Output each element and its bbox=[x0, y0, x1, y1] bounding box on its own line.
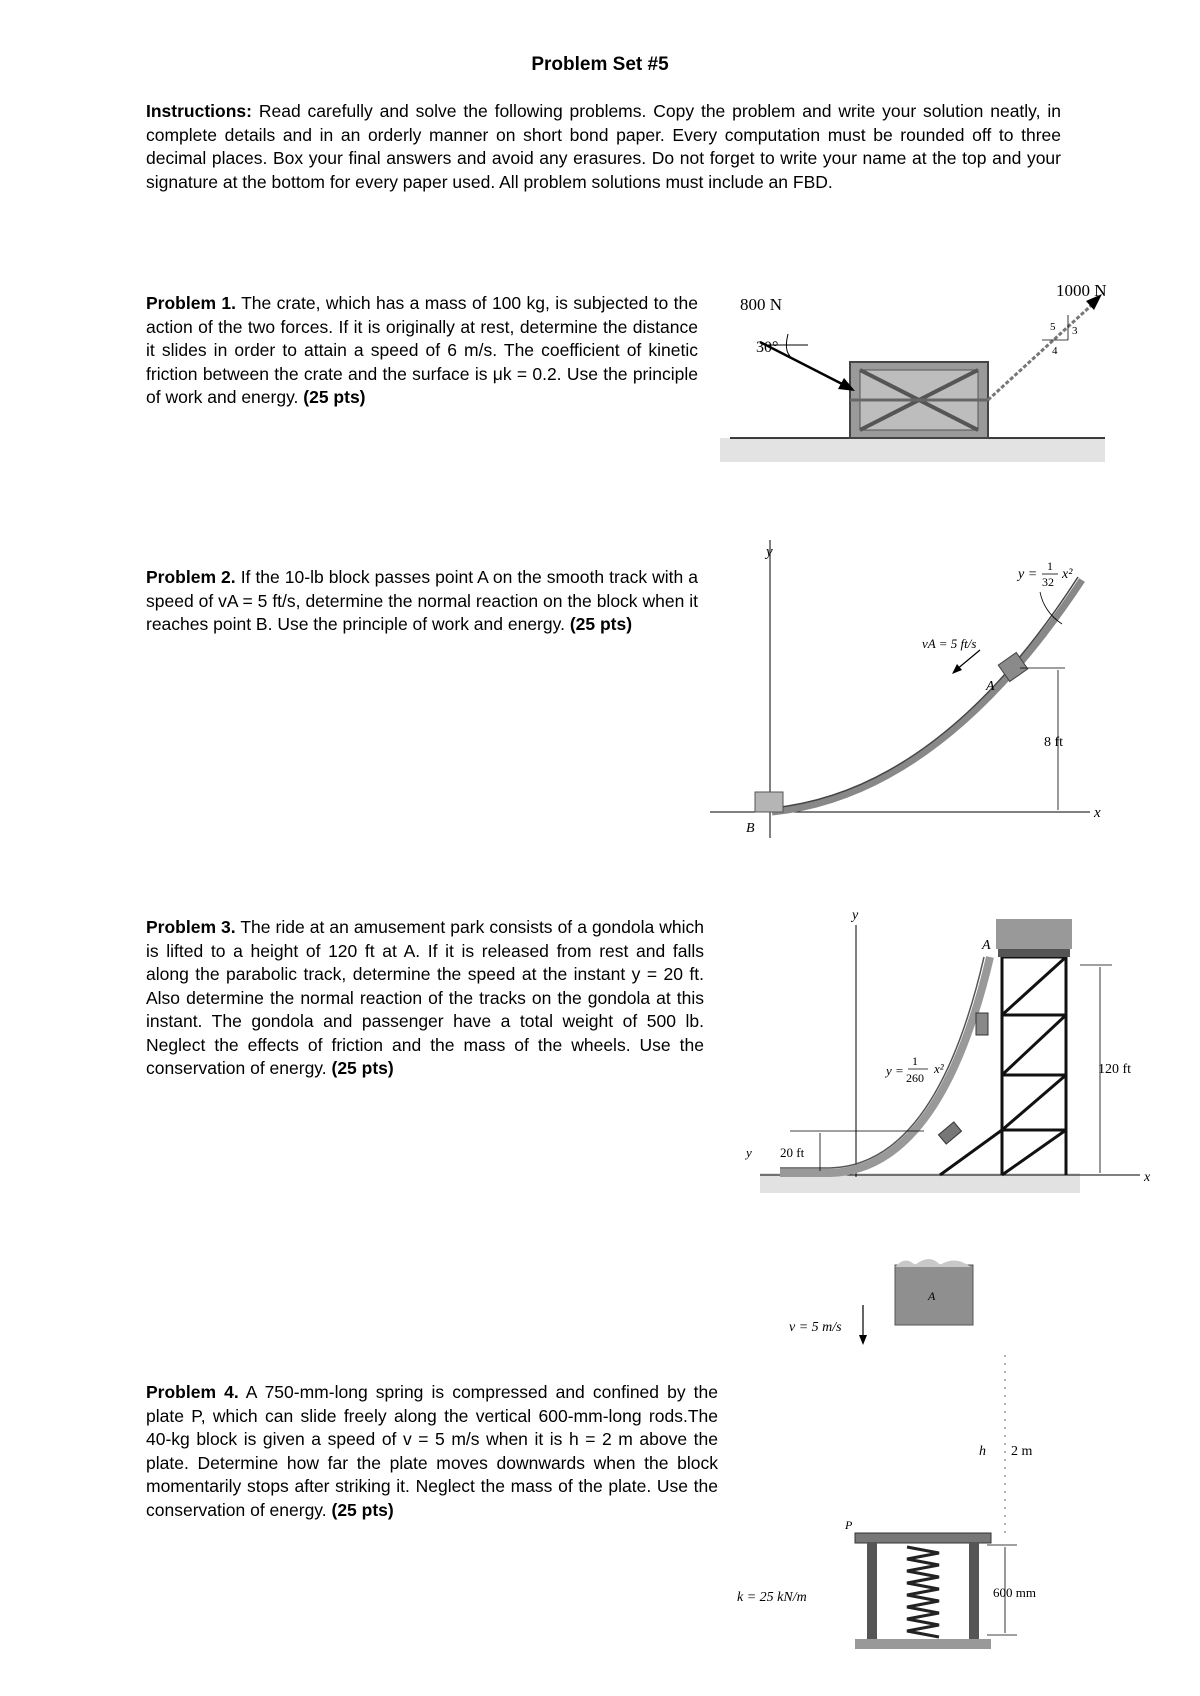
h-value: 2 m bbox=[1011, 1444, 1033, 1459]
angle-label: 30° bbox=[756, 339, 779, 356]
curve-numerator: 1 bbox=[1047, 559, 1053, 573]
gondola-top bbox=[976, 1013, 988, 1035]
height-label: 8 ft bbox=[1044, 735, 1064, 750]
track-surface bbox=[772, 577, 1078, 808]
slope-4: 4 bbox=[1052, 345, 1058, 357]
height-label: 120 ft bbox=[1098, 1062, 1132, 1077]
curve-lhs: y = bbox=[886, 1063, 904, 1078]
instructions-label: Instructions: bbox=[146, 101, 252, 121]
slope-3: 3 bbox=[1072, 325, 1078, 337]
gondola bbox=[938, 1122, 961, 1144]
base bbox=[855, 1639, 991, 1649]
problem-2-text: If the 10-lb block passes point A on the smooth track with a speed of vA = 5 ft/s, determine the normal reaction on the block when it reaches point B. Use the principle of work and energy. bbox=[146, 567, 698, 634]
problem-1-text: The crate, which has a mass of 100 kg, is subjected to the action of the two forces. If it is originally at rest, determine the distance it slides in order to attain a speed of 6 m/s. The coefficient of kinetic friction between the crate and the surface is μk = 0.2. Use the principle of work and energy. bbox=[146, 293, 698, 407]
right-rod bbox=[969, 1543, 979, 1639]
parabolic-track bbox=[772, 580, 1082, 812]
problem-3-label: Problem 3. bbox=[146, 917, 236, 937]
problem-4-label: Problem 4. bbox=[146, 1382, 239, 1402]
tower-roof bbox=[996, 919, 1072, 949]
spring-label: k = 25 kN/m bbox=[737, 1590, 807, 1605]
x-axis-label: x bbox=[1094, 805, 1101, 821]
problem-2-label: Problem 2. bbox=[146, 567, 236, 587]
point-b-label: B bbox=[746, 821, 755, 836]
speed-label: vA = 5 ft/s bbox=[922, 636, 977, 651]
force-right-label: 1000 N bbox=[1056, 281, 1107, 300]
left-rod bbox=[867, 1543, 877, 1639]
problem-1-label: Problem 1. bbox=[146, 293, 237, 313]
curve-denominator: 260 bbox=[906, 1071, 924, 1085]
y-axis-label: y bbox=[766, 544, 773, 560]
y-value-label: y bbox=[746, 1145, 752, 1160]
curve-numerator: 1 bbox=[912, 1054, 918, 1068]
force-left-label: 800 N bbox=[740, 295, 783, 314]
point-a-label: A bbox=[986, 679, 995, 694]
problem-2-points: (25 pts) bbox=[569, 614, 633, 634]
velocity-arrowhead bbox=[859, 1335, 867, 1345]
problem-3 bbox=[146, 916, 704, 1081]
figure-4-spring bbox=[735, 1255, 1075, 1655]
block-label: A bbox=[928, 1289, 936, 1303]
problem-4-points: (25 pts) bbox=[331, 1499, 394, 1520]
problem-4 bbox=[146, 1381, 718, 1522]
problem-2 bbox=[146, 566, 698, 637]
curve-variable: x² bbox=[934, 1061, 944, 1076]
page-title: Problem Set #5 bbox=[531, 54, 669, 75]
h-label: h bbox=[979, 1444, 986, 1459]
crate bbox=[850, 362, 988, 438]
figure-1-crate bbox=[720, 270, 1120, 470]
point-a-label: A bbox=[982, 938, 991, 953]
plate-label: P bbox=[845, 1518, 853, 1532]
speed-label: v = 5 m/s bbox=[789, 1320, 842, 1335]
y-axis-label: y bbox=[852, 908, 859, 923]
problem-1-points: (25 pts) bbox=[303, 387, 366, 407]
curve-variable: x² bbox=[1062, 567, 1073, 582]
parabolic-track bbox=[780, 957, 990, 1173]
problem-4-text: A 750-mm-long spring is compressed and confined by the plate P, which can slide freely along the vertical 600-mm-long rods.The 40-kg block is given a speed of v = 5 m/s when it is h = 2 m above the plate. Determine how far the plate moves downwards when the block momentarily stops after striking it. Neglect the mass of the plate. Use the conservation of energy. bbox=[146, 1382, 718, 1520]
instructions bbox=[146, 100, 1061, 194]
y-value: 20 ft bbox=[780, 1145, 805, 1160]
tower-top-deck bbox=[998, 949, 1070, 957]
problem-3-points: (25 pts) bbox=[331, 1058, 394, 1078]
slope-5: 5 bbox=[1050, 321, 1056, 333]
block-at-b bbox=[755, 792, 783, 812]
instructions-text: Read carefully and solve the following problems. Copy the problem and write your solution neatly, in complete details and in an orderly manner on short bond paper. Every computation must be rounded off to three decimal places. Box your final answers and avoid any erasures. Do not forget to write your name at the top and your signature at the bottom for every paper used. All problem solutions must include an FBD. bbox=[146, 101, 1061, 192]
plate-p bbox=[855, 1533, 991, 1543]
spring bbox=[907, 1547, 939, 1637]
problem-1 bbox=[146, 292, 698, 410]
speed-arrow bbox=[956, 650, 980, 670]
rope bbox=[988, 302, 1095, 400]
curve-lhs: y = bbox=[1018, 567, 1038, 582]
curve-denominator: 32 bbox=[1042, 575, 1054, 589]
motion-blur bbox=[895, 1259, 971, 1267]
figure-3-ride bbox=[740, 905, 1170, 1205]
problem-3-text: The ride at an amusement park consists of a gondola which is lifted to a height of 120 ft at A. If it is released from rest and falls along the parabolic track, determine the speed at the instant y = 20 ft. Also determine the normal reaction of the tracks on the gondola at this instant. The gondola and passenger have a total weight of 500 lb. Neglect the effects of friction and the mass of the wheels. Use the conservation of energy. bbox=[146, 917, 704, 1078]
x-axis-label: x bbox=[1144, 1170, 1151, 1185]
rod-length-label: 600 mm bbox=[993, 1585, 1036, 1600]
ground-surface bbox=[720, 438, 1105, 462]
figure-2-track bbox=[710, 540, 1130, 840]
